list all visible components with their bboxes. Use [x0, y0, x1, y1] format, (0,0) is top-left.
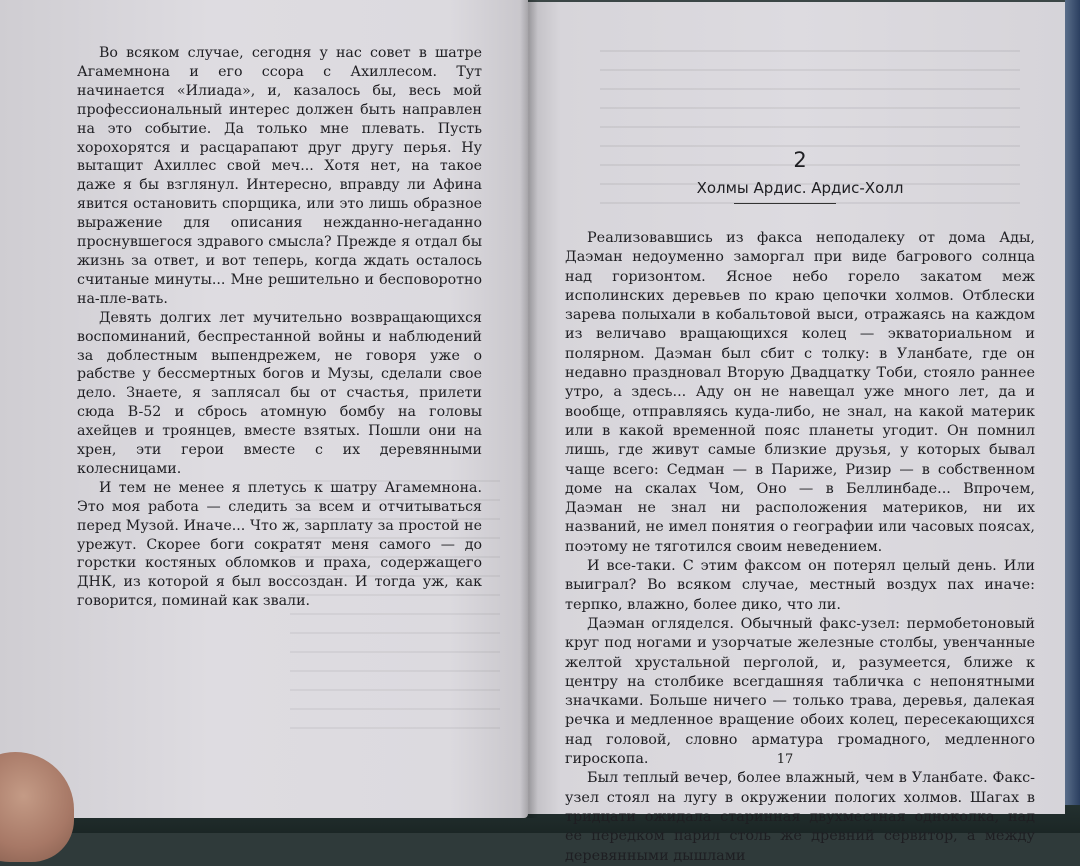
left-page-text: [77, 44, 482, 611]
chapter-number: 2: [793, 148, 807, 172]
left-paragraph-3: И тем не менее я плетусь к шатру Агамемнона. Это моя работа — следить за всем и отчитываться перед Музой. Иначе... Что ж, зарплату за простой не урежут. Скорее боги сократят меня самого — до горстки костяных обломков и праха, содержащего ДНК, из которой я был воссоздан. И тогда уж, как говорится, поминай как звали.: [77, 479, 482, 610]
left-paragraph-2: Девять долгих лет мучительно возвращающихся воспоминаний, беспрестанной войны и наблюдений за доблестным выпендрежем, не говоря уже о рабстве у бессмертных богов и Музы, сделали свое дело. Знаете, я заплясал бы от счастья, прилети сюда B-52 и сбрось атомную бомбу на головы ахейцев и троянцев, вместе взятых. Пошли они на хрен, эти герои вместе с их деревянными колесницами.: [77, 309, 482, 477]
right-paragraph-1: Реализовавшись из факса неподалеку от дома Ады, Даэман недоуменно заморгал при виде багрового солнца над горизонтом. Ясное небо горело закатом меж исполинских деревьев по краю цепочки холмов. Отблески зарева полыхали в кобальтовой выси, отражаясь на каждом из величаво вращающихся колец — экваториальном и полярном. Даэман был сбит с толку: в Уланбате, где он недавно праздновал Вторую Двадцатку Тоби, стояло раннее утро, а здесь... Аду он не навещал уже много лет, да и вообще, отправляясь куда-либо, не знал, на какой материк или в какой временной пояс планеты угодит. Он помнил лишь, где живут самые близкие друзья, у которых бывал чаще всего: Седман — в Париже, Ризир — в собственном доме на скалах Чом, Оно — в Беллинбаде... Впрочем, Даэман не знал ни расположения материков, ни их названий, не имел понятия о географии или часовых поясах, поэтому не тяготился своим неведением.: [565, 230, 1035, 555]
book-gutter: [520, 0, 538, 818]
book-cover-edge: [1065, 0, 1080, 833]
left-paragraph-1: Во всяком случае, сегодня у нас совет в шатре Агамемнона и его ссора с Ахиллесом. Тут начинается «Илиада», и, казалось бы, весь мой профессиональный интерес должен быть направлен на это событие. Да только мне плевать. Пусть хорохорятся и расцарапают друг другу перья. Ну вытащит Ахиллес свой меч... Хотя нет, на такое даже я бы взглянул. Интересно, вправду ли Афина явится остановить спорщика, или это лишь образное выражение для описания нежданно-негаданно проснувшегося здравого смысла? Прежде я отдал бы жизнь за ответ, и вот теперь, когда ждать осталось считаные минуты... Мне решительно и бесповоротно на-пле-вать.: [77, 45, 482, 307]
right-paragraph-3: Даэман огляделся. Обычный факс-узел: пермобетоновый круг под ногами и узорчатые железные столбы, увенчанные желтой хрустальной перголой, и, разумеется, ближе к центру на столбике всегдашняя табличка с непонятными значками. Больше ничего — только трава, деревья, далекая речка и медленное вращение обоих колец, пересекающихся над головой, словно арматура громадного, медленного гироскопа.: [565, 615, 1035, 768]
page-number: 17: [776, 752, 794, 767]
chapter-title: Холмы Ардис. Ардис-Холл: [696, 179, 904, 197]
right-paragraph-4: Был теплый вечер, более влажный, чем в Уланбате. Факс-узел стоял на лугу в окружении пологих холмов. Шагах в тридцати ожидала старинная двухместная одноколка, над ее передком парил столь же древний сервитор, а между деревянными дышлами: [565, 770, 1035, 864]
right-page-text: [565, 229, 1035, 866]
chapter-title-underline: [734, 203, 836, 204]
right-paragraph-2: И все-таки. С этим факсом он потерял целый день. Или выиграл? Во всяком случае, местный воздух пах иначе: терпко, влажно, более дико, что ли.: [565, 558, 1035, 613]
